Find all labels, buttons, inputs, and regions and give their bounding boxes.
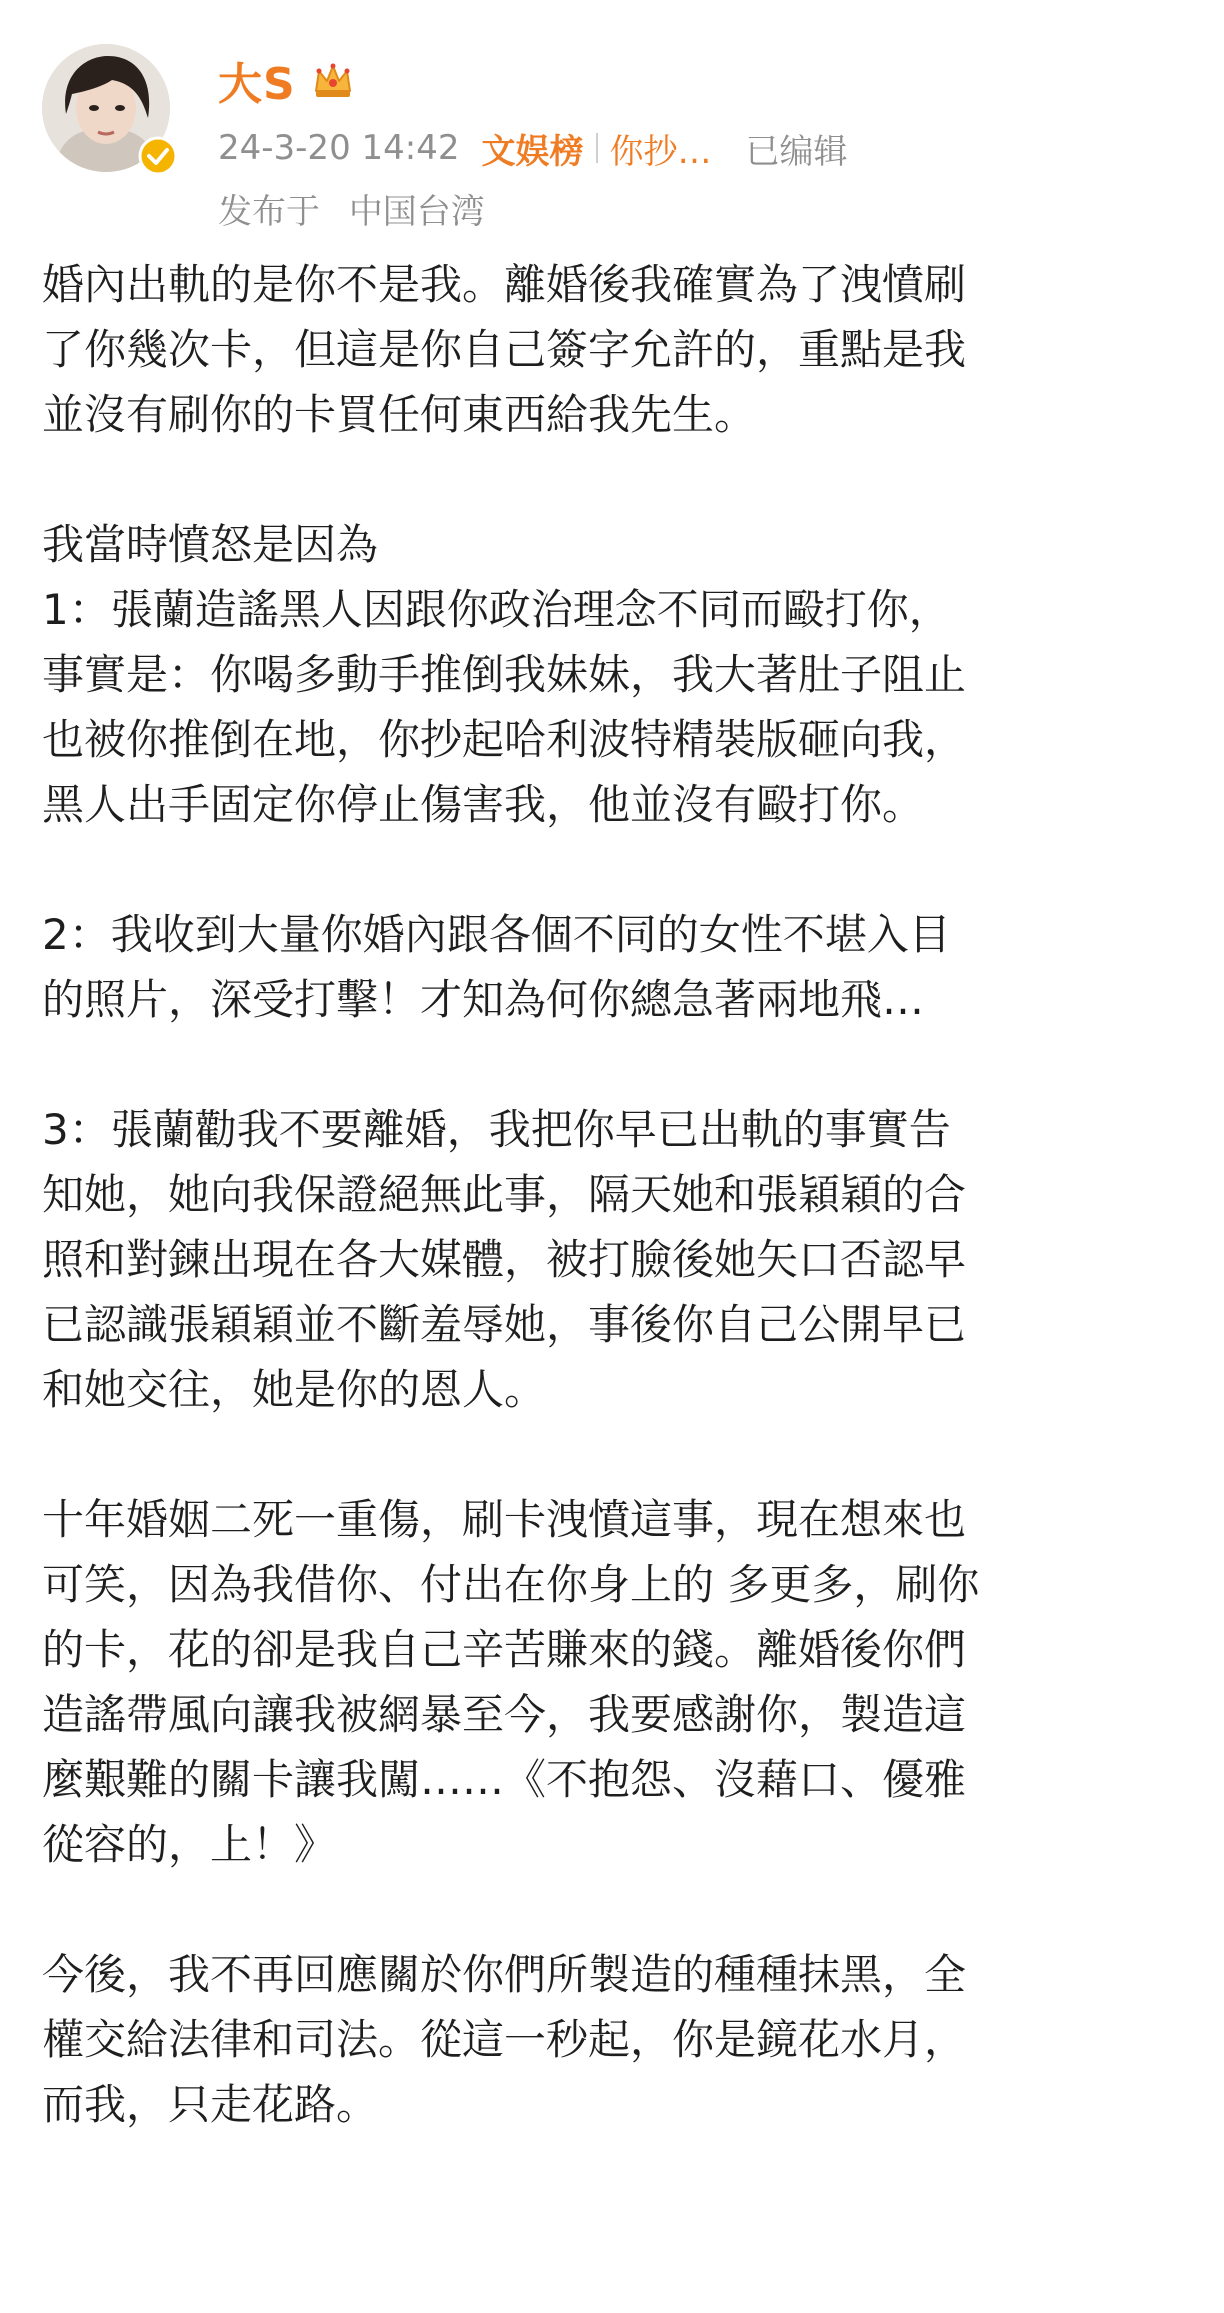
post-line: 也被你推倒在地，你抄起哈利波特精裝版砸向我，	[42, 715, 967, 764]
author-row	[218, 50, 356, 110]
post-line: 十年婚姻二死一重傷，刷卡洩憤這事，現在想來也	[42, 1495, 967, 1544]
post-line: 事實是：你喝多動手推倒我妹妹，我大著肚子阻止	[42, 650, 967, 699]
post-line: 從容的，上！》	[42, 1820, 337, 1869]
post-line: 可笑，因為我借你、付出在你身上的 多更多，刷你	[42, 1560, 980, 1609]
source-link[interactable]: 文娱榜	[481, 131, 584, 172]
post-line: 麼艱難的關卡讓我闖……《不抱怨、沒藉口、優雅	[42, 1755, 967, 1804]
post-line: 照和對鍊出現在各大媒體，被打臉後她矢口否認早	[42, 1235, 967, 1284]
post-line: 造謠帶風向讓我被網暴至今，我要感謝你，製造這	[42, 1690, 967, 1739]
blank-line	[42, 1422, 1202, 1487]
post-line: 婚內出軌的是你不是我。離婚後我確實為了洩憤刷	[42, 260, 967, 309]
edited-label[interactable]: 已编辑	[745, 131, 848, 172]
post-line: 權交給法律和司法。從這一秒起，你是鏡花水月，	[42, 2015, 967, 2064]
crown-icon[interactable]	[310, 57, 356, 103]
post-line: 我當時憤怒是因為	[42, 520, 379, 569]
post-line: 而我，只走花路。	[42, 2080, 379, 2129]
post-line: 知她，她向我保證絕無此事，隔天她和張穎穎的合	[42, 1170, 967, 1219]
author-name[interactable]: 大S	[218, 59, 296, 110]
post-location	[218, 184, 485, 233]
post-line: 今後，我不再回應關於你們所製造的種種抹黑，全	[42, 1950, 967, 1999]
post-header	[0, 0, 1224, 240]
topic-link[interactable]: 你抄…	[609, 131, 712, 172]
post-text	[42, 252, 1202, 2137]
post-line: 1：張蘭造謠黑人因跟你政治理念不同而毆打你，	[42, 585, 951, 634]
meta-divider	[596, 133, 598, 163]
blank-line	[42, 1877, 1202, 1942]
post-line: 的照片，深受打擊！才知為何你總急著兩地飛…	[42, 975, 925, 1024]
post-line: 2：我收到大量你婚內跟各個不同的女性不堪入目	[42, 910, 951, 959]
location-value: 中国台湾	[348, 192, 485, 232]
post-line: 的卡，花的卻是我自己辛苦賺來的錢。離婚後你們	[42, 1625, 967, 1674]
post-meta	[218, 124, 848, 172]
blank-line	[42, 837, 1202, 902]
post-timestamp: 24-3-20 14:42	[218, 128, 460, 168]
post-line: 已認識張穎穎並不斷羞辱她，事後你自己公開早已	[42, 1300, 967, 1349]
avatar[interactable]	[42, 44, 170, 172]
post-line: 了你幾次卡，但這是你自己簽字允許的，重點是我	[42, 325, 967, 374]
blank-line	[42, 1032, 1202, 1097]
post-line: 並沒有刷你的卡買任何東西給我先生。	[42, 390, 757, 439]
blank-line	[42, 447, 1202, 512]
post-line: 和她交往，她是你的恩人。	[42, 1365, 547, 1414]
post-line: 黑人出手固定你停止傷害我，他並沒有毆打你。	[42, 780, 925, 829]
verified-badge-icon	[138, 136, 178, 176]
location-prefix: 发布于	[218, 192, 320, 232]
post-line: 3：張蘭勸我不要離婚，我把你早已出軌的事實告	[42, 1105, 951, 1154]
